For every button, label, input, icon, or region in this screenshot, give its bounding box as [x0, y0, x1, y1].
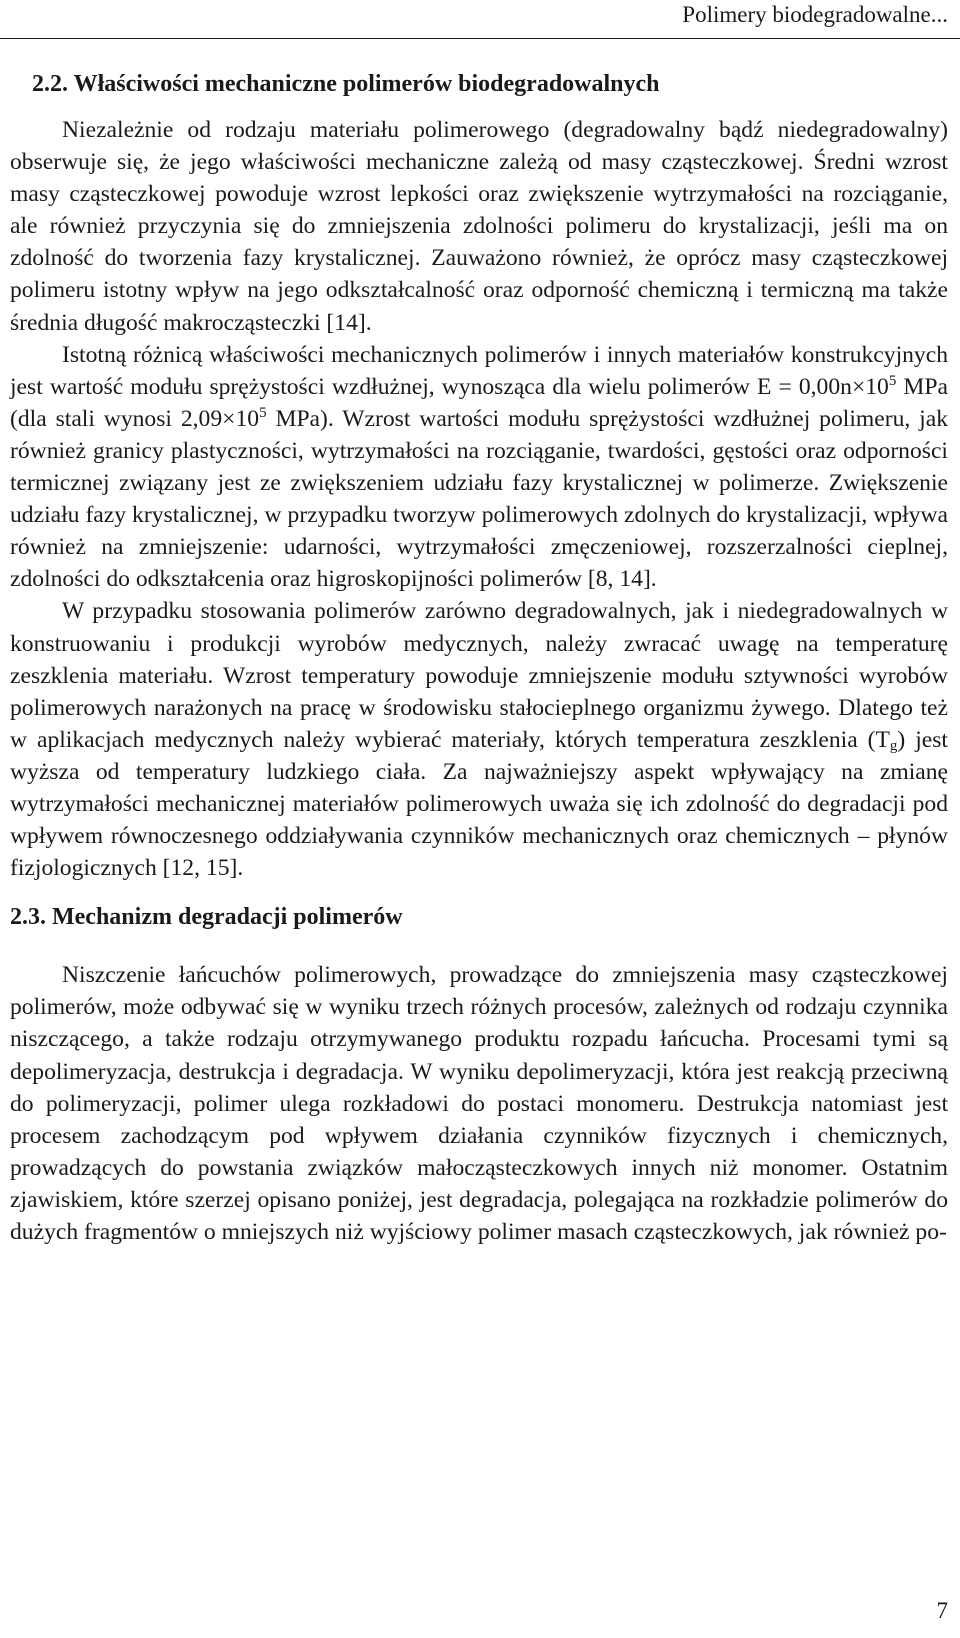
header-rule — [0, 38, 960, 39]
page-number: 7 — [936, 1598, 948, 1623]
running-header: Polimery biodegradowalne... — [682, 2, 948, 27]
section-heading-2-3: 2.3. Mechanizm degradacji polimerów — [10, 904, 403, 931]
page-content — [10, 68, 948, 1248]
paragraph-text: Istotną różnicą właściwości mechanicznych polimerów i innych materiałów konstrukcyjnych jest wartość modułu sprężystości wzdłużnej, wynosząca dla wielu polimerów E = 0,00n×10 — [10, 341, 948, 400]
subscript: g — [889, 737, 898, 754]
section-heading-2-2: 2.2. Właściwości mechaniczne polimerów biodegradowalnych — [32, 71, 660, 97]
paragraph-molecular-mass: Niezależnie od rodzaju materiału polimerowego (degradowalny bądź niedegradowalny) obserwuje się, że jego właściwości mechaniczne zależą od masy cząsteczkowej. Średni wzrost masy cząsteczkowej powoduje wzrost lepkości oraz zwiększenie wytrzymałości na rozciąganie, ale również przyczynia się do zmniejszenia zdolności polimeru do krystalizacji, jeśli ma on zdolność do tworzenia fazy krystalicznej. Zauważono również, że oprócz masy cząsteczkowej polimeru istotny wpływ na jego odkształcalność oraz odporność chemiczną i termiczną ma także średnia długość makrocząsteczki [14]. — [10, 117, 948, 336]
paragraph-elastic-modulus — [10, 339, 948, 596]
paragraph-text: MPa (dla stali wynosi 2,09×10 — [10, 373, 948, 432]
paragraph-text: ) jest wyższa od temperatury ludzkiego ciała. Za najważniejszy aspekt wpływający na zmianę wytrzymałości mechanicznej materiałów polimerowych uważa się ich zdolność do degradacji pod wpływem równoczesnego oddziaływania czynników mechanicznych oraz chemicznych – płynów fizjologicznych [12, 15]. — [10, 726, 948, 882]
paragraph-text: W przypadku stosowania polimerów zarówno degradowalnych, jak i niedegradowalnych w konstruowaniu i produkcji wyrobów medycznych, należy zwracać uwagę na temperaturę zeszklenia materiału. Wzrost temperatury powoduje zmniejszenie modułu sztywności wyrobów polimerowych narażonych na pracę w środowisku stałocieplnego organizmu żywego. Dlatego też w aplikacjach medycznych należy wybierać materiały, których temperatura zeszklenia (T — [10, 598, 948, 753]
paragraph-text: MPa). Wzrost wartości modułu sprężystości wzdłużnej polimeru, jak również granicy plastyczności, wytrzymałości na rozciąganie, twardości, gęstości oraz odporności termicznej związany jest ze zwiększeniem udziału fazy krystalicznej w polimerze. Zwiększenie udziału fazy krystalicznej, w przypadku tworzyw polimerowych zdolnych do krystalizacji, wpływa również na zmniejszenie: udarności, wytrzymałości zmęczeniowej, rozszerzalności cieplnej, zdolności do odkształcenia oraz higroskopijności polimerów [8, 14]. — [10, 405, 948, 593]
paragraph-glass-transition — [10, 595, 948, 884]
exponent: 5 — [259, 404, 267, 421]
paragraph-degradation-mechanism: Niszczenie łańcuchów polimerowych, prowadzące do zmniejszenia masy cząsteczkowej polimerów, może odbywać się w wyniku trzech różnych procesów, zależnych od rodzaju czynnika niszczącego, a także rodzaju otrzymywanego produktu rozpadu łańcucha. Procesami tymi są depolimeryzacja, destrukcja i degradacja. W wyniku depolimeryzacji, która jest reakcją przeciwną do polimeryzacji, polimer ulega rozkładowi do postaci monomeru. Destrukcja natomiast jest procesem zachodzącym pod wpływem działania czynników fizycznych i chemicznych, prowadzących do powstania związków małocząsteczkowych innych niż monomer. Ostatnim zjawiskiem, które szerzej opisano poniżej, jest degradacja, polegająca na rozkładzie polimerów do dużych fragmentów o mniejszych niż wyjściowy polimer masach cząsteczkowych, jak również po- — [10, 962, 948, 1245]
exponent: 5 — [888, 372, 897, 389]
